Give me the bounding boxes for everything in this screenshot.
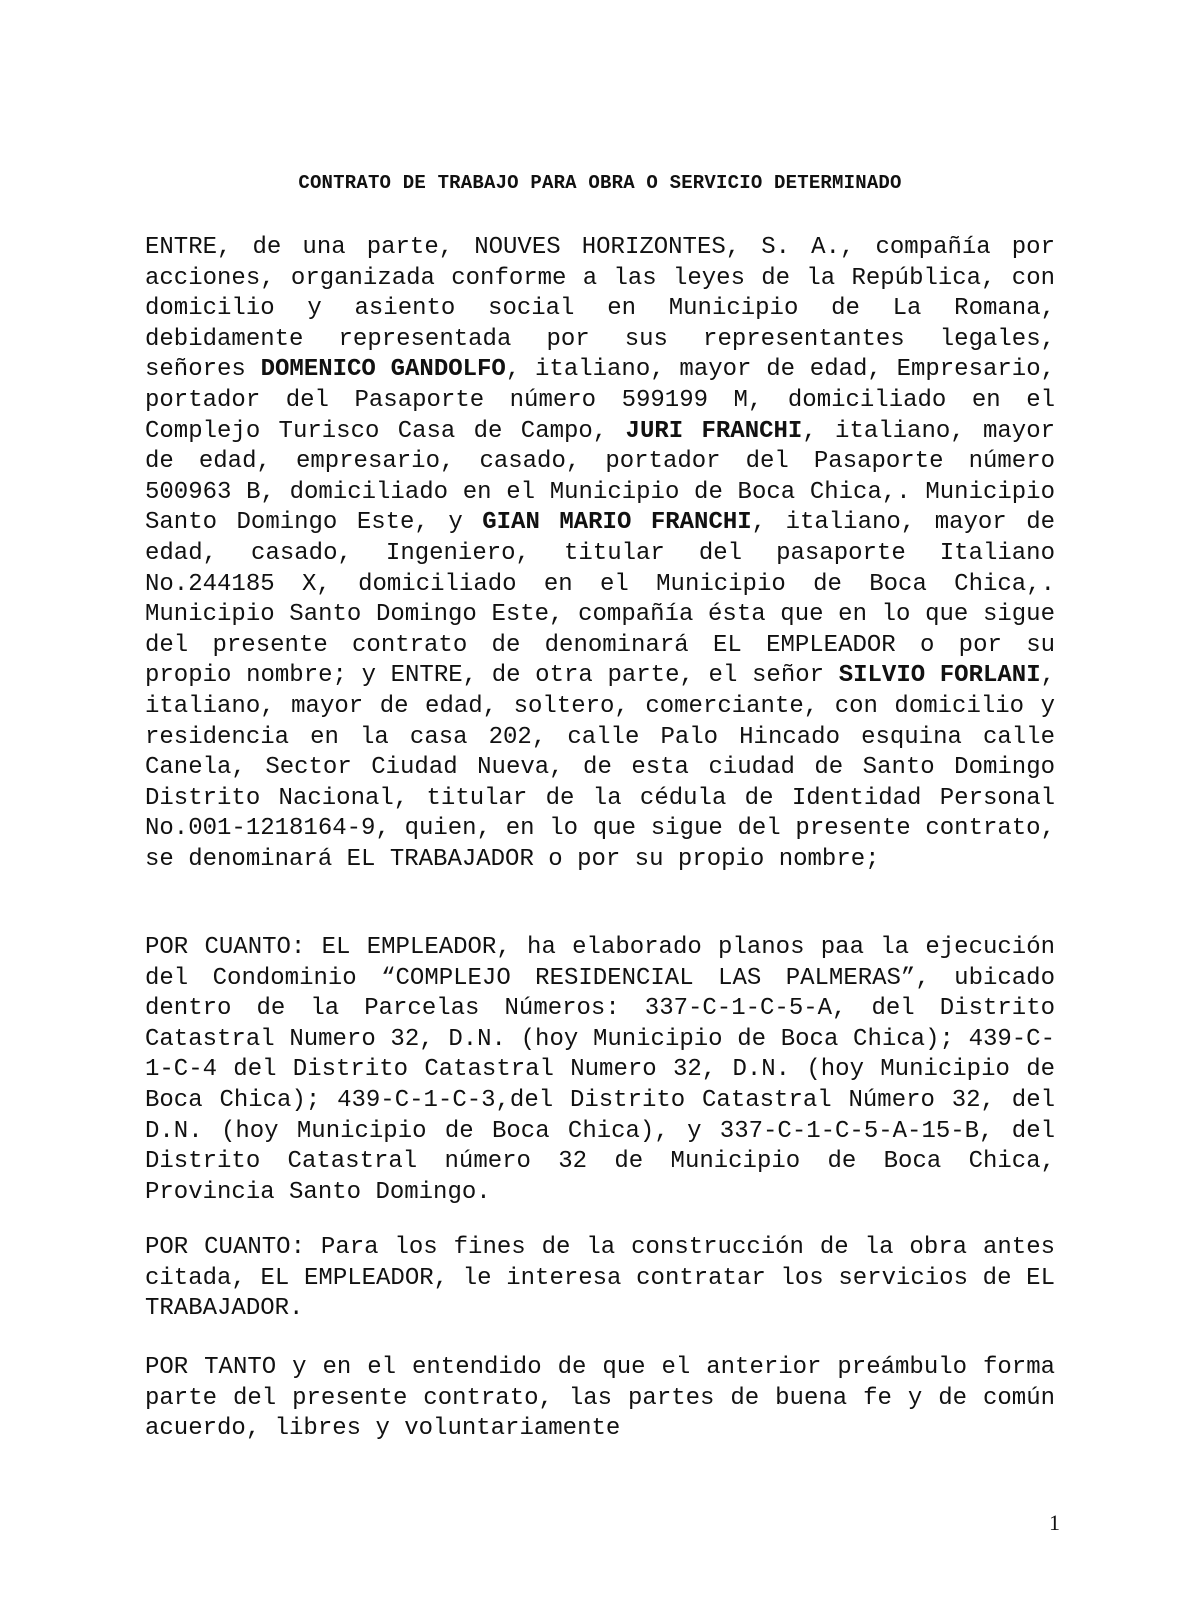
parties-text-5: , italiano, mayor de edad, soltero, comerciante, con domicilio y residencia en la casa 202, calle Palo Hincado esquina calle Canela, Sector Ciudad Nueva, de esta ciudad de Santo Domingo Distrito Nacional, titular de la cédula de Identidad Personal No.001-1218164-9, quien, en lo que sigue del presente contrato, se denominará EL TRABAJADOR o por su propio nombre;: [145, 662, 1056, 873]
representative-name-2: JURI FRANCHI: [625, 417, 803, 445]
parties-text-1: ENTRE, de una parte, NOUVES HORIZONTES, S. A., compañía por acciones, organizada conforme a las leyes de la República, con domicilio y asiento social en Municipio de La Romana, debidamente representada por sus representantes legales, señores: [145, 234, 1055, 384]
representative-name-1: DOMENICO GANDOLFO: [260, 356, 506, 384]
contract-title: CONTRATO DE TRABAJO PARA OBRA O SERVICIO DETERMINADO: [298, 172, 902, 194]
parties-paragraph: [145, 233, 1055, 875]
parties-text-4: , italiano, mayor de edad, casado, Ingeniero, titular del pasaporte Italiano No.244185 X, domiciliado en el Municipio de Boca Chica,. Municipio Santo Domingo Este, compañía ésta que en lo que sigue del presente contrato de denominará EL EMPLEADOR o por su propio nombre; y ENTRE, de otra parte, el señor: [145, 509, 1055, 690]
therefore-paragraph: POR TANTO y en el entendido de que el anterior preámbulo forma parte del presente contrato, las partes de buena fe y de común acuerdo, libres y voluntariamente: [145, 1354, 1055, 1443]
whereas-paragraph-1: POR CUANTO: EL EMPLEADOR, ha elaborado planos paa la ejecución del Condominio “COMPLEJO RESIDENCIAL LAS PALMERAS”, ubicado dentro de la Parcelas Números: 337-C-1-C-5-A, del Distrito Catastral Numero 32, D.N. (hoy Municipio de Boca Chica); 439-C-1-C-4 del Distrito Catastral Numero 32, D.N. (hoy Municipio de Boca Chica); 439-C-1-C-3,del Distrito Catastral Número 32, del D.N. (hoy Municipio de Boca Chica), y 337-C-1-C-5-A-15-B, del Distrito Catastral número 32 de Municipio de Boca Chica, Provincia Santo Domingo.: [145, 934, 1055, 1206]
parties-text-3: , italiano, mayor de edad, empresario, casado, portador del Pasaporte número 500963 B, domiciliado en el Municipio de Boca Chica,. Municipio Santo Domingo Este, y: [145, 417, 1056, 537]
whereas-paragraph-2: POR CUANTO: Para los fines de la construcción de la obra antes citada, EL EMPLEADOR, le interesa contratar los servicios de EL TRABAJADOR.: [145, 1234, 1055, 1323]
representative-name-3: GIAN MARIO FRANCHI: [482, 509, 752, 537]
worker-name: SILVIO FORLANI: [838, 662, 1041, 690]
parties-text-2: , italiano, mayor de edad, Empresario, portador del Pasaporte número 599199 M, domiciliado en el Complejo Turisco Casa de Campo,: [145, 356, 1056, 445]
page-number: 1: [1049, 1510, 1060, 1535]
